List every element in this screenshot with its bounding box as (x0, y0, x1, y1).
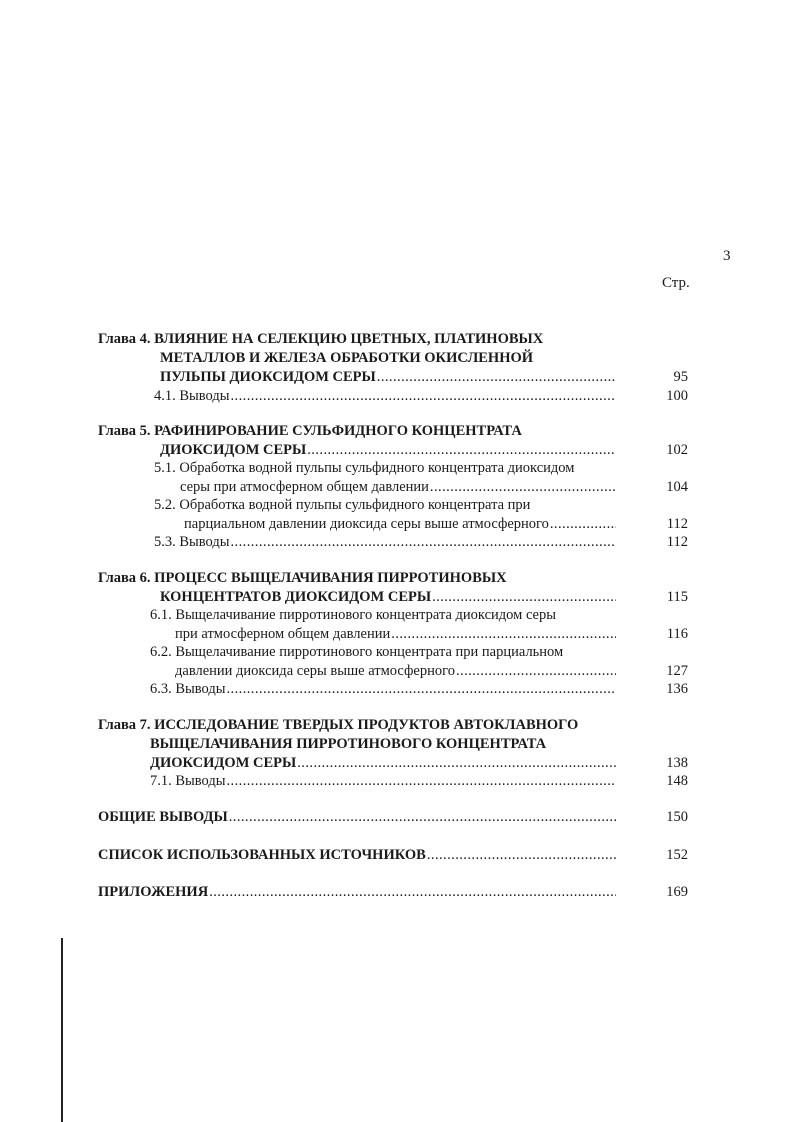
dot-leader (550, 515, 616, 534)
page-ref-section-5-1: 104 (666, 479, 688, 495)
page-ref-section-5-2: 112 (666, 516, 688, 532)
toc-entry-text: 6.3. Выводы (150, 681, 226, 697)
section-5-3 (154, 533, 616, 552)
toc-entry-text: 5.3. Выводы (154, 534, 230, 550)
chapter-7-title-line-2: ВЫЩЕЛАЧИВАНИЯ ПИРРОТИНОВОГО КОНЦЕНТРАТА (150, 736, 547, 752)
section-5-1-line-1: 5.1. Обработка водной пульпы сульфидного концентрата диоксидом (154, 460, 575, 476)
chapter-5-title-line-1: Глава 5. РАФИНИРОВАНИЕ СУЛЬФИДНОГО КОНЦЕНТРАТА (98, 423, 522, 439)
toc-entry-text: при атмосферном общем давлении (175, 626, 391, 642)
toc-entry-text: КОНЦЕНТРАТОВ ДИОКСИДОМ СЕРЫ (160, 589, 432, 605)
chapter-7-title-line-3 (150, 754, 616, 773)
dot-leader (307, 441, 616, 460)
toc-entry-text: ДИОКСИДОМ СЕРЫ (160, 442, 307, 458)
chapter-4-title-line-1: Глава 4. ВЛИЯНИЕ НА СЕЛЕКЦИЮ ЦВЕТНЫХ, ПЛАТИНОВЫХ (98, 331, 544, 347)
section-6-2-line-1: 6.2. Выщелачивание пирротинового концентрата при парциальном (150, 644, 564, 660)
page-ref-section-4-1: 100 (666, 388, 688, 404)
dot-leader (227, 772, 617, 791)
section-6-1-line-1: 6.1. Выщелачивание пирротинового концентрата диоксидом серы (150, 607, 556, 623)
page-ref-appendices: 169 (666, 884, 688, 900)
section-5-2-line-1: 5.2. Обработка водной пульпы сульфидного концентрата при (154, 497, 531, 513)
chapter-7-title-line-1: Глава 7. ИССЛЕДОВАНИЕ ТВЕРДЫХ ПРОДУКТОВ АВТОКЛАВНОГО (98, 717, 579, 733)
section-6-1-line-2 (175, 625, 616, 644)
page-ref-section-6-1: 116 (666, 626, 688, 642)
page-ref-section-7-1: 148 (666, 773, 688, 789)
references-list (98, 846, 616, 865)
pages-column-header: Стр. (662, 275, 690, 291)
chapter-6-title-line-1: Глава 6. ПРОЦЕСС ВЫЩЕЛАЧИВАНИЯ ПИРРОТИНОВЫХ (98, 570, 507, 586)
toc-entry-text: ОБЩИЕ ВЫВОДЫ (98, 809, 228, 825)
dot-leader (377, 368, 616, 387)
toc-entry-text: ДИОКСИДОМ СЕРЫ (150, 755, 297, 771)
section-4-1 (154, 387, 616, 406)
chapter-5-title-line-2 (160, 441, 616, 460)
dot-leader (430, 478, 616, 497)
dot-leader (209, 883, 616, 902)
scan-margin-line (61, 938, 63, 1122)
dot-leader (297, 754, 616, 773)
page-ref-chapter-6: 115 (666, 589, 688, 605)
section-7-1 (150, 772, 616, 791)
dot-leader (427, 846, 616, 865)
toc-entry-text: давлении диоксида серы выше атмосферного (175, 663, 455, 679)
dot-leader (227, 680, 617, 699)
dot-leader (456, 662, 616, 681)
dot-leader (231, 387, 617, 406)
chapter-4-title-line-2: МЕТАЛЛОВ И ЖЕЛЕЗА ОБРАБОТКИ ОКИСЛЕННОЙ (160, 350, 534, 366)
toc-entry-text: ПУЛЬПЫ ДИОКСИДОМ СЕРЫ (160, 369, 376, 385)
toc-entry-text: 7.1. Выводы (150, 773, 226, 789)
page-ref-chapter-7: 138 (666, 755, 688, 771)
chapter-6-title-line-2 (160, 588, 616, 607)
toc-entry-text: серы при атмосферном общем давлении (180, 479, 429, 495)
section-5-2-line-2 (184, 515, 616, 534)
page-number: 3 (723, 248, 731, 264)
toc-entry-text: парциальном давлении диоксида серы выше атмосферного (184, 516, 549, 532)
section-6-2-line-2 (175, 662, 616, 681)
page-ref-section-5-3: 112 (666, 534, 688, 550)
section-5-1-line-2 (180, 478, 616, 497)
dot-leader (432, 588, 616, 607)
page-ref-general-conclusions: 150 (666, 809, 688, 825)
dot-leader (391, 625, 616, 644)
section-6-3 (150, 680, 616, 699)
dot-leader (231, 533, 617, 552)
toc-entry-text: СПИСОК ИСПОЛЬЗОВАННЫХ ИСТОЧНИКОВ (98, 847, 426, 863)
page-ref-chapter-4: 95 (673, 369, 688, 385)
page-ref-section-6-2: 127 (666, 663, 688, 679)
chapter-4-title-line-3 (160, 368, 616, 387)
toc-entry-text: ПРИЛОЖЕНИЯ (98, 884, 209, 900)
dot-leader (229, 808, 616, 827)
toc-entry-text: 4.1. Выводы (154, 388, 230, 404)
page-ref-chapter-5: 102 (666, 442, 688, 458)
page-ref-section-6-3: 136 (666, 681, 688, 697)
appendices (98, 883, 616, 902)
general-conclusions (98, 808, 616, 827)
page-ref-references: 152 (666, 847, 688, 863)
